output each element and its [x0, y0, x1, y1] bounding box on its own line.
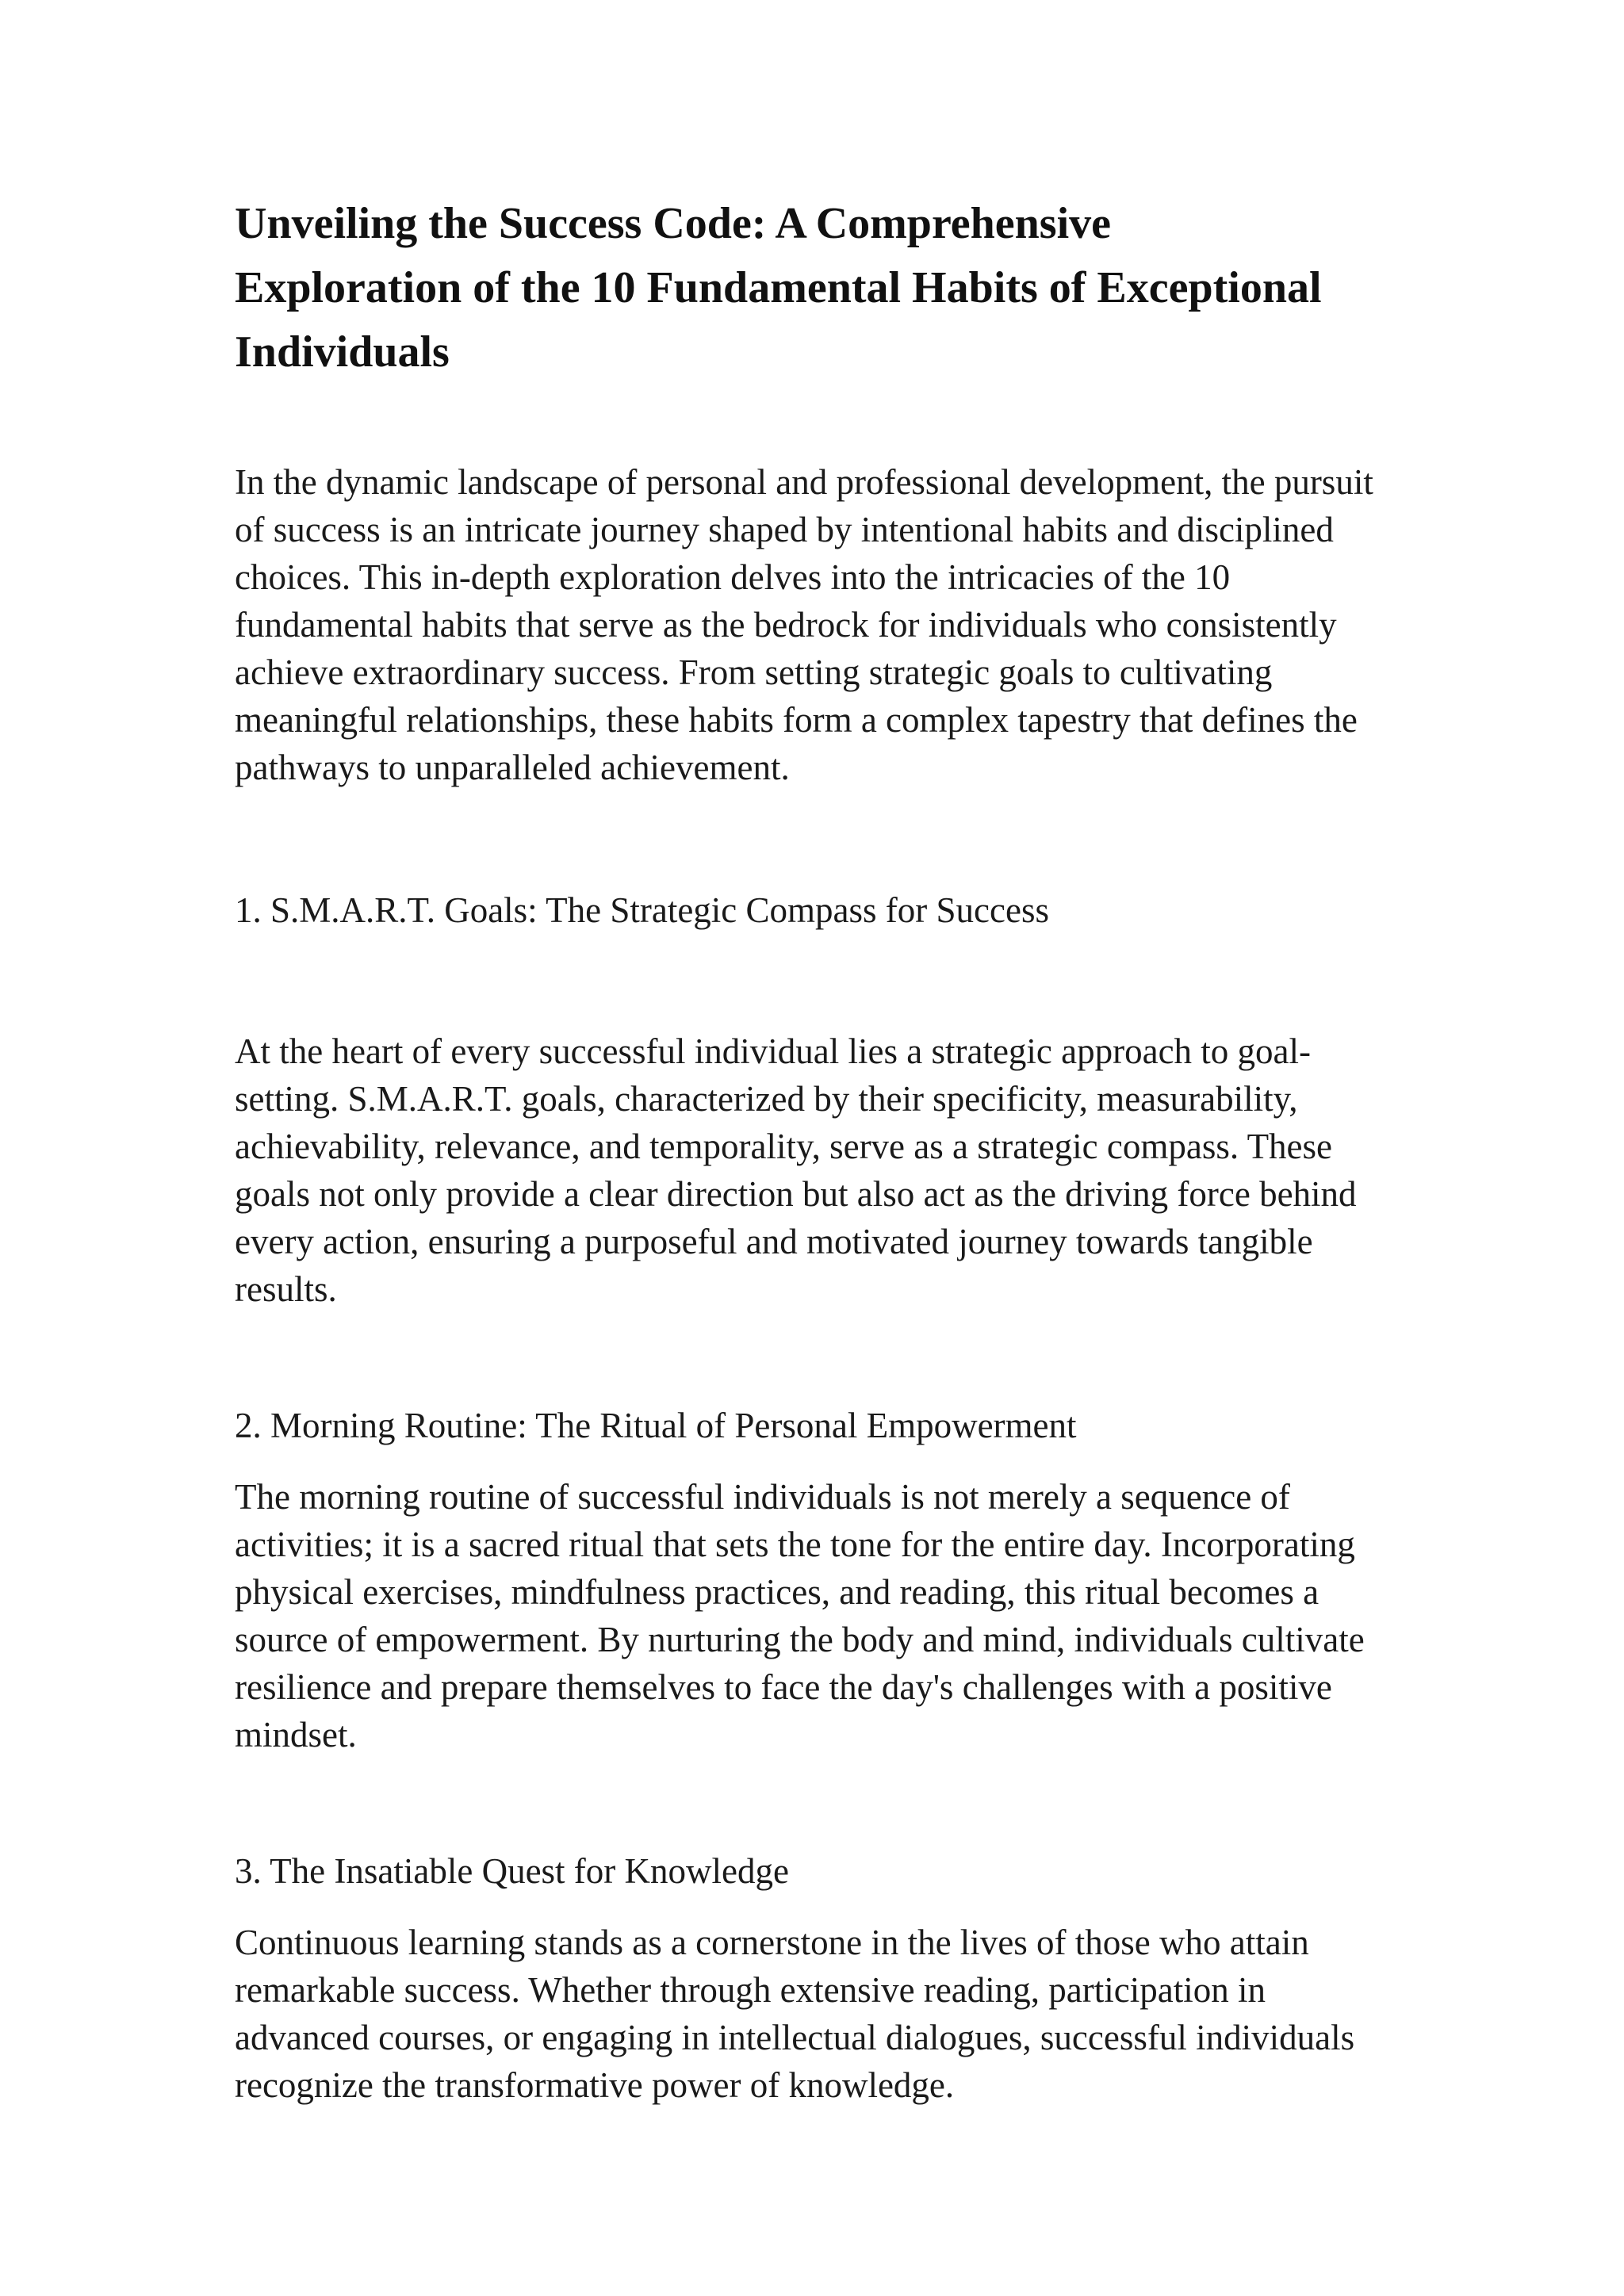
section-body-2: The morning routine of successful individuals is not merely a sequence of activities; it is a sacred ritual that sets the tone for the entire day. Incorporating physical exercises, mindfulness practices, and reading, this ritual becomes a source of empowerment. By nurturing the body and mind, individuals cultivate resilience and prepare themselves to face the day's challenges with a positive mindset. [235, 1477, 1365, 1755]
intro-paragraph: In the dynamic landscape of personal and professional development, the pursuit of success is an intricate journey shaped by intentional habits and disciplined choices. This in-depth exploration delves into the intricacies of the 10 fundamental habits that serve as the bedrock for individuals who consistently achieve extraordinary success. From setting strategic goals to cultivating meaningful relationships, these habits form a complex tapestry that defines the pathways to unparalleled achievement. [235, 462, 1373, 787]
section-body-3: Continuous learning stands as a cornerstone in the lives of those who attain remarkable success. Whether through extensive reading, participation in advanced courses, or engaging in intellectual dialogues, successful individuals recognize the transformative power of knowledge. [235, 1923, 1355, 2105]
document-title: Unveiling the Success Code: A Comprehensive Exploration of the 10 Fundamental Habits of Exceptional Individuals [235, 199, 1322, 377]
section-heading-2: 2. Morning Routine: The Ritual of Personal Empowerment [235, 1406, 1077, 1445]
section-heading-1: 1. S.M.A.R.T. Goals: The Strategic Compass for Success [235, 890, 1049, 930]
section-body-1: At the heart of every successful individual lies a strategic approach to goal-setting. S.M.A.R.T. goals, characterized by their specificity, measurability, achievability, relevance, and temporality, serve as a strategic compass. These goals not only provide a clear direction but also act as the driving force behind every action, ensuring a purposeful and motivated journey towards tangible results. [235, 1031, 1357, 1309]
section-heading-3: 3. The Insatiable Quest for Knowledge [235, 1851, 789, 1891]
